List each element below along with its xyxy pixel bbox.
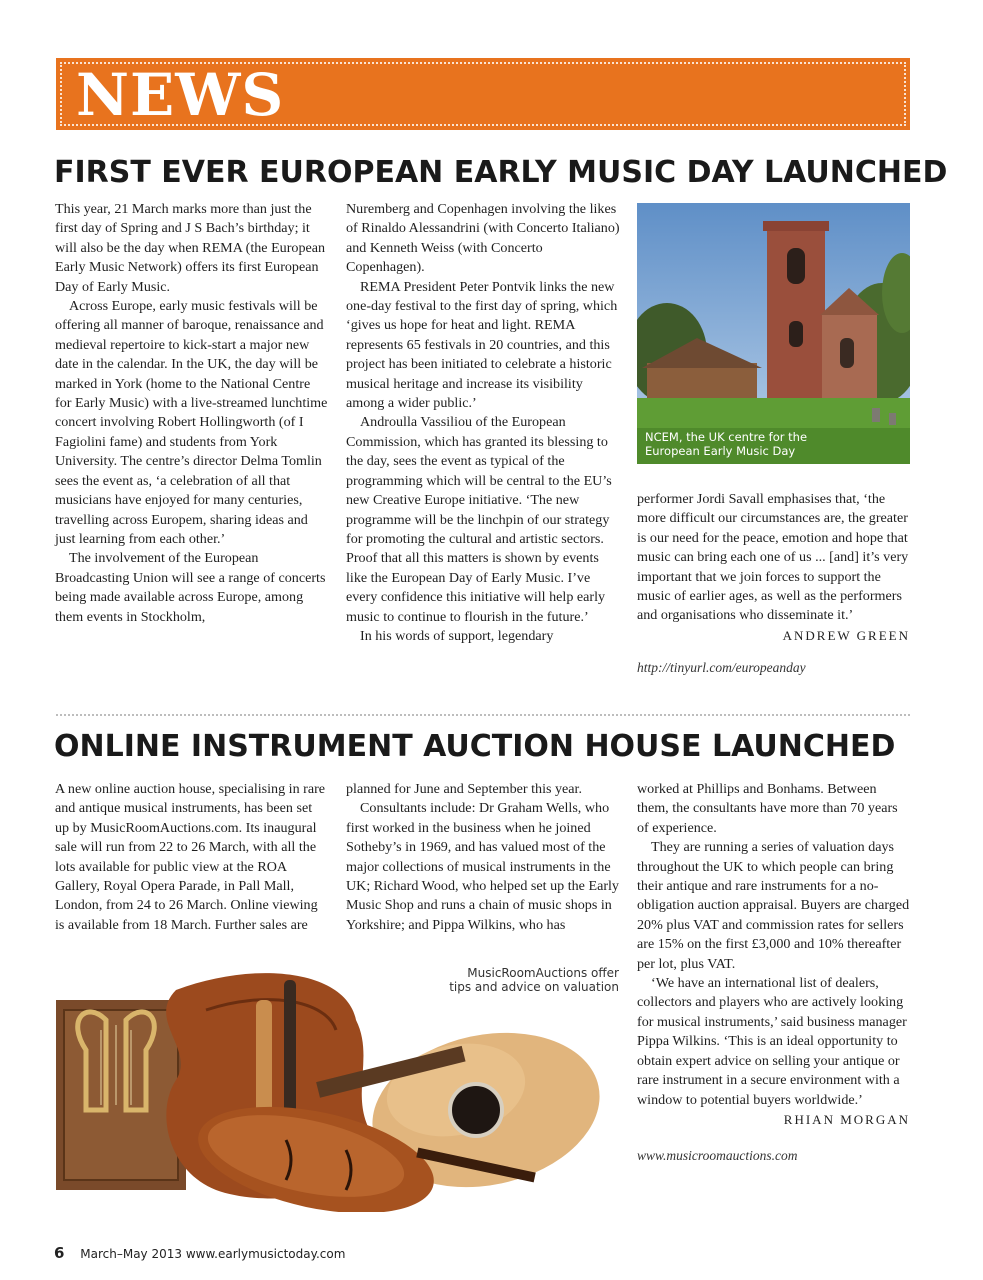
caption-line: NCEM, the UK centre for the bbox=[645, 430, 808, 444]
article2-paragraph: They are running a series of valuation days throughout the UK to which people can bring their antique and rare instruments for a no-obligation auction appraisal. Buyers are charged 20% plus VAT and commission rates for sellers are 15% on the first £3,000 and 10% thereafter per lot, plus VAT. bbox=[637, 839, 910, 972]
article2-column-3 bbox=[637, 780, 910, 1166]
article2-paragraph: planned for June and September this year. bbox=[346, 781, 583, 797]
article1-paragraph: REMA President Peter Pontvik links the new one-day festival to the first day of spring, which ‘gives us hope for heat and light. REMA represents 65 festivals in 20 countries, and this project has been initiated to celebrate a historic musical heritage and increase its visibility among a wider public.’ bbox=[346, 278, 618, 412]
article1-paragraph: In his words of support, legendary bbox=[360, 627, 554, 644]
article2-byline: RHIAN MORGAN bbox=[783, 1111, 910, 1127]
issue-date: March–May 2013 bbox=[80, 1247, 183, 1261]
article2-column-2 bbox=[346, 780, 620, 935]
footer-website[interactable]: www.earlymusictoday.com bbox=[185, 1247, 346, 1261]
article2-link[interactable]: www.musicroomauctions.com bbox=[637, 1148, 798, 1164]
article1-byline: ANDREW GREEN bbox=[782, 627, 910, 643]
article1-paragraph: Nuremberg and Copenhagen involving the likes of Rinaldo Alessandrini (with Concerto Italiano) and Kenneth Weiss (with Concerto Copenhagen). bbox=[346, 201, 620, 276]
page-footer bbox=[54, 1244, 345, 1262]
church-illustration bbox=[637, 203, 910, 464]
article1-link[interactable]: http://tinyurl.com/europeanday bbox=[637, 660, 806, 676]
section-title: NEWS bbox=[76, 61, 285, 129]
instruments-illustration bbox=[56, 960, 622, 1212]
caption-line: European Early Music Day bbox=[645, 444, 796, 458]
article1-paragraph: The involvement of the European Broadcasting Union will see a range of concerts being made available across Europe, among them events in Stockholm, bbox=[55, 550, 326, 625]
article1-column-1 bbox=[55, 200, 330, 627]
section-banner bbox=[56, 58, 910, 130]
article1-paragraph: This year, 21 March marks more than just the first day of Spring and J S Bach’s birthday; it will also be the day when REMA (the European Early Music Network) offers its first European Day of Early Music. bbox=[55, 201, 326, 295]
article2-paragraph: Consultants include: Dr Graham Wells, who first worked in the business when he joined Sotheby’s in 1969, and has valued most of the major collections of musical instruments in the UK; Richard Wood, who helped set up the Early Music Shop and runs a chain of music shops in Yorkshire; and Pippa Wilkins, who has bbox=[346, 800, 619, 933]
article1-column-3 bbox=[637, 490, 910, 678]
caption-line: MusicRoomAuctions offer bbox=[467, 966, 619, 980]
article1-headline: FIRST EVER EUROPEAN EARLY MUSIC DAY LAUNCHED bbox=[54, 155, 948, 190]
instruments-photo bbox=[56, 960, 622, 1212]
article2-headline: ONLINE INSTRUMENT AUCTION HOUSE LAUNCHED bbox=[54, 729, 896, 764]
article2-paragraph: worked at Phillips and Bonhams. Between them, the consultants have more than 70 years of experience. bbox=[637, 781, 898, 836]
article1-paragraph: Androulla Vassiliou of the European Commission, which has granted its blessing to the day, sees the event as typical of the programming which will be central to the EU’s new Creative Europe initiative. ‘The new programme will be the linchpin of our strategy for promoting the cultural and artistic sectors. Proof that all this matters is shown by events like the European Day of Early Music. I’ve every confidence this initiative will help early music to continue to flourish in the future.’ bbox=[346, 414, 612, 625]
article2-paragraph: ‘We have an international list of dealers, collectors and players who are actively looking for musical instruments,’ said business manager Pippa Wilkins. ‘This is an ideal opportunity to obtain expert advice on selling your antique or rare instrument in a secure environment with a window to potential buyers worldwide.’ bbox=[637, 975, 907, 1108]
caption-line: tips and advice on valuation bbox=[449, 980, 619, 994]
article-divider bbox=[56, 714, 910, 716]
church-photo-caption bbox=[645, 430, 807, 458]
article2-paragraph: A new online auction house, specialising in rare and antique musical instruments, has been set up by MusicRoomAuctions.com. Its inaugural sale will run from 22 to 26 March, with all the lots available for public view at the ROA Gallery, Royal Opera Parade, in Pall Mall, London, from 24 to 26 March. Online viewing is available from 18 March. Further sales are bbox=[55, 781, 326, 933]
article1-paragraph: Across Europe, early music festivals will be offering all manner of baroque, renaissance and medieval repertoire to kick-start a major new date in the calendar. In the UK, the day will be marked in York (home to the National Centre for Early Music) with a live-streamed lunchtime concert involving Robert Hollingworth (of I Fagiolini fame) and students from York University. The centre’s director Delma Tomlin sees the event as, ‘a celebration of all that musicians have enjoyed for many centuries, travelling across Europem, sharing ideas and just learning from each other.’ bbox=[55, 298, 328, 547]
article1-column-2 bbox=[346, 200, 620, 646]
article2-column-1 bbox=[55, 780, 329, 935]
article1-paragraph: performer Jordi Savall emphasises that, ‘the more difficult our circumstances are, the greater is our need for the peace, emotion and hope that music can bring each one of us ... [and] it’s very important that we join forces to support the music of earlier ages, as well as the performers and organisations who disseminate it.’ bbox=[637, 491, 909, 624]
page-number: 6 bbox=[54, 1244, 65, 1262]
church-photo bbox=[637, 203, 910, 464]
